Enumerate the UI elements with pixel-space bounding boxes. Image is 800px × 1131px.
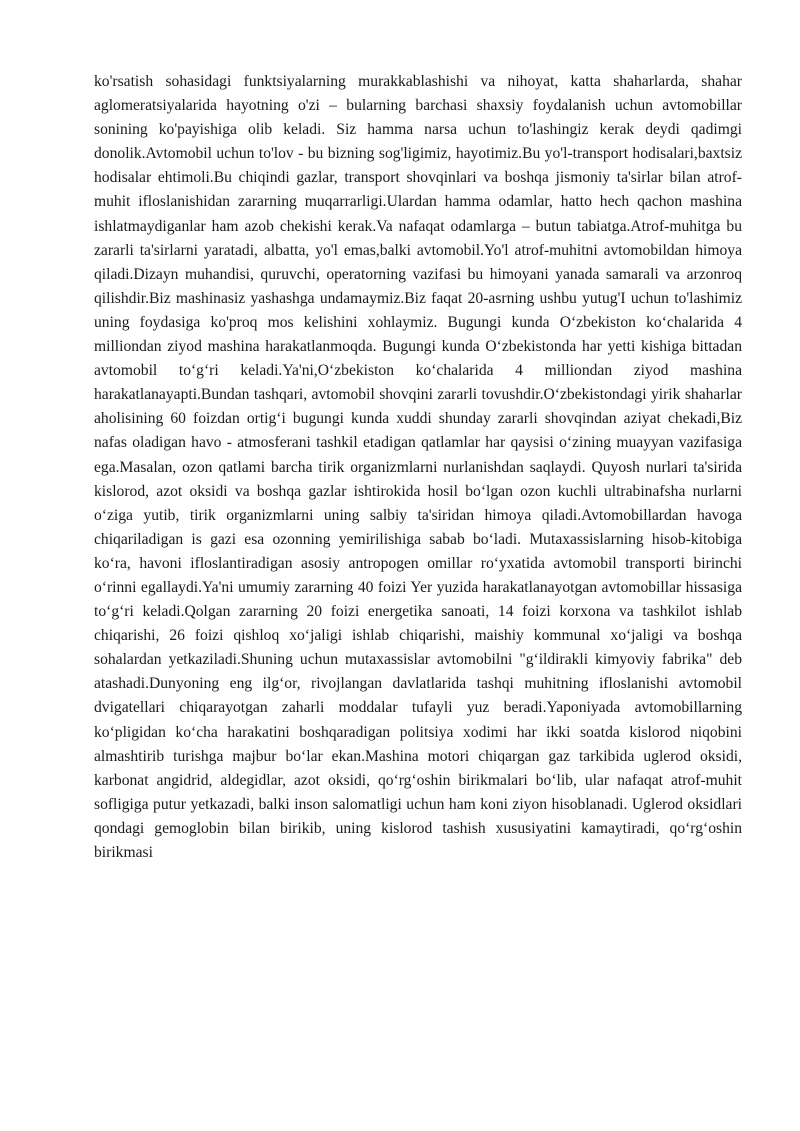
body-paragraph: ko'rsatish sohasidagi funktsiyalarning murakkablashishi va nihoyat, katta shaharlarda, shahar aglomeratsiyalarida hayotning o'zi – bularning barchasi shaxsiy foydalanish uchun avtomobillar sonining ko'payishiga olib keladi. Siz hamma narsa uchun to'lashingiz kerak deydi qadimgi donolik.Avtomobil uchun to'lov - bu bizning sog'ligimiz, hayotimiz.Bu yo'l-transport hodisalari,baxtsiz hodisalar ehtimoli.Bu chiqindi gazlar, transport shovqinlari va boshqa jismoniy ta'sirlar bilan atrof-muhit ifloslanishidan zararning muqarrarligi.Ulardan hamma odamlar, hatto hech qachon mashina ishlatmaydiganlar ham azob chekishi kerak.Va nafaqat odamlarga – butun tabiatga.Atrof-muhitga bu zararli ta'sirlarni yaratadi, albatta, yo'l emas,balki avtomobil.Yo'l atrof-muhitni avtomobildan himoya qiladi.Dizayn muhandisi, quruvchi, operatorning vazifasi bu himoyani yanada samarali va arzonroq qilishdir.Biz mashinasiz yashashga undamaymiz.Biz faqat 20-asrning ushbu yutug'I uchun to'lashimiz uning foydasiga ko'proq mos kelishini xohlaymiz. Bugungi kunda O‘zbekiston ko‘chalarida 4 milliondan ziyod mashina harakatlanmoqda. Bugungi kunda O‘zbekistonda har yetti kishiga bittadan avtomobil to‘g‘ri keladi.Ya'ni,O‘zbekiston ko‘chalarida 4 milliondan ziyod mashina harakatlanayapti.Bundan tashqari, avtomobil shovqini zararli tovushdir.O‘zbekistondagi yirik shaharlar aholisining 60 foizdan ortig‘i bugungi kunda xuddi shunday zararli shovqindan aziyat chekadi,Biz nafas oladigan havo - atmosferani tashkil etadigan qatlamlar har qaysisi o‘zining muayyan vazifasiga ega.Masalan, ozon qatlami barcha tirik organizmlarni nurlanishdan saqlaydi. Quyosh nurlari ta'sirida kislorod, azot oksidi va boshqa gazlar ishtirokida hosil bo‘lgan ozon kuchli ultrabinafsha nurlarni o‘ziga yutib, tirik organizmlarni uning salbiy ta'siridan himoya qiladi.Avtomobillardan havoga chiqariladigan is gazi esa ozonning yemirilishiga sabab bo‘ladi. Mutaxassislarning hisob-kitobiga ko‘ra, havoni ifloslantiradigan asosiy antropogen omillar ro‘yxatida avtomobil transporti birinchi o‘rinni egallaydi.Ya'ni umumiy zararning 40 foizi Yer yuzida harakatlanayotgan avtomobillar hissasiga to‘g‘ri keladi.Qolgan zararning 20 foizi energetika sanoati, 14 foizi korxona va tashkilot ishlab chiqarishi, 26 foizi qishloq xo‘jaligi ishlab chiqarishi, maishiy kommunal xo‘jaligi va boshqa sohalardan yetkaziladi.Shuning uchun mutaxassislar avtomobilni "g‘ildirakli kimyoviy fabrika" deb atashadi.Dunyoning eng ilg‘or, rivojlangan davlatlarida tashqi muhitning ifloslanishi avtomobil dvigatellari chiqarayotgan zaharli moddalar tufayli yuz beradi.Yaponiyada avtomobillarning ko‘pligidan ko‘cha harakatini boshqaradigan politsiya xodimi har ikki soatda kislorod niqobini almashtirib turishga majbur bo‘lar ekan.Mashina motori chiqargan gaz tarkibida uglerod oksidi, karbonat angidrid, aldegidlar, azot oksidi, qo‘rg‘oshin birikmalari bo‘lib, ular nafaqat atrof-muhit sofligiga putur yetkazadi, balki inson salomatligi uchun ham koni ziyon hisoblanadi. Uglerod oksidlari qondagi gemoglobin bilan birikib, uning kislorod tashish xususiyatini kamaytiradi, qo‘rg‘oshin birikmasi <box>94 73 742 861</box>
